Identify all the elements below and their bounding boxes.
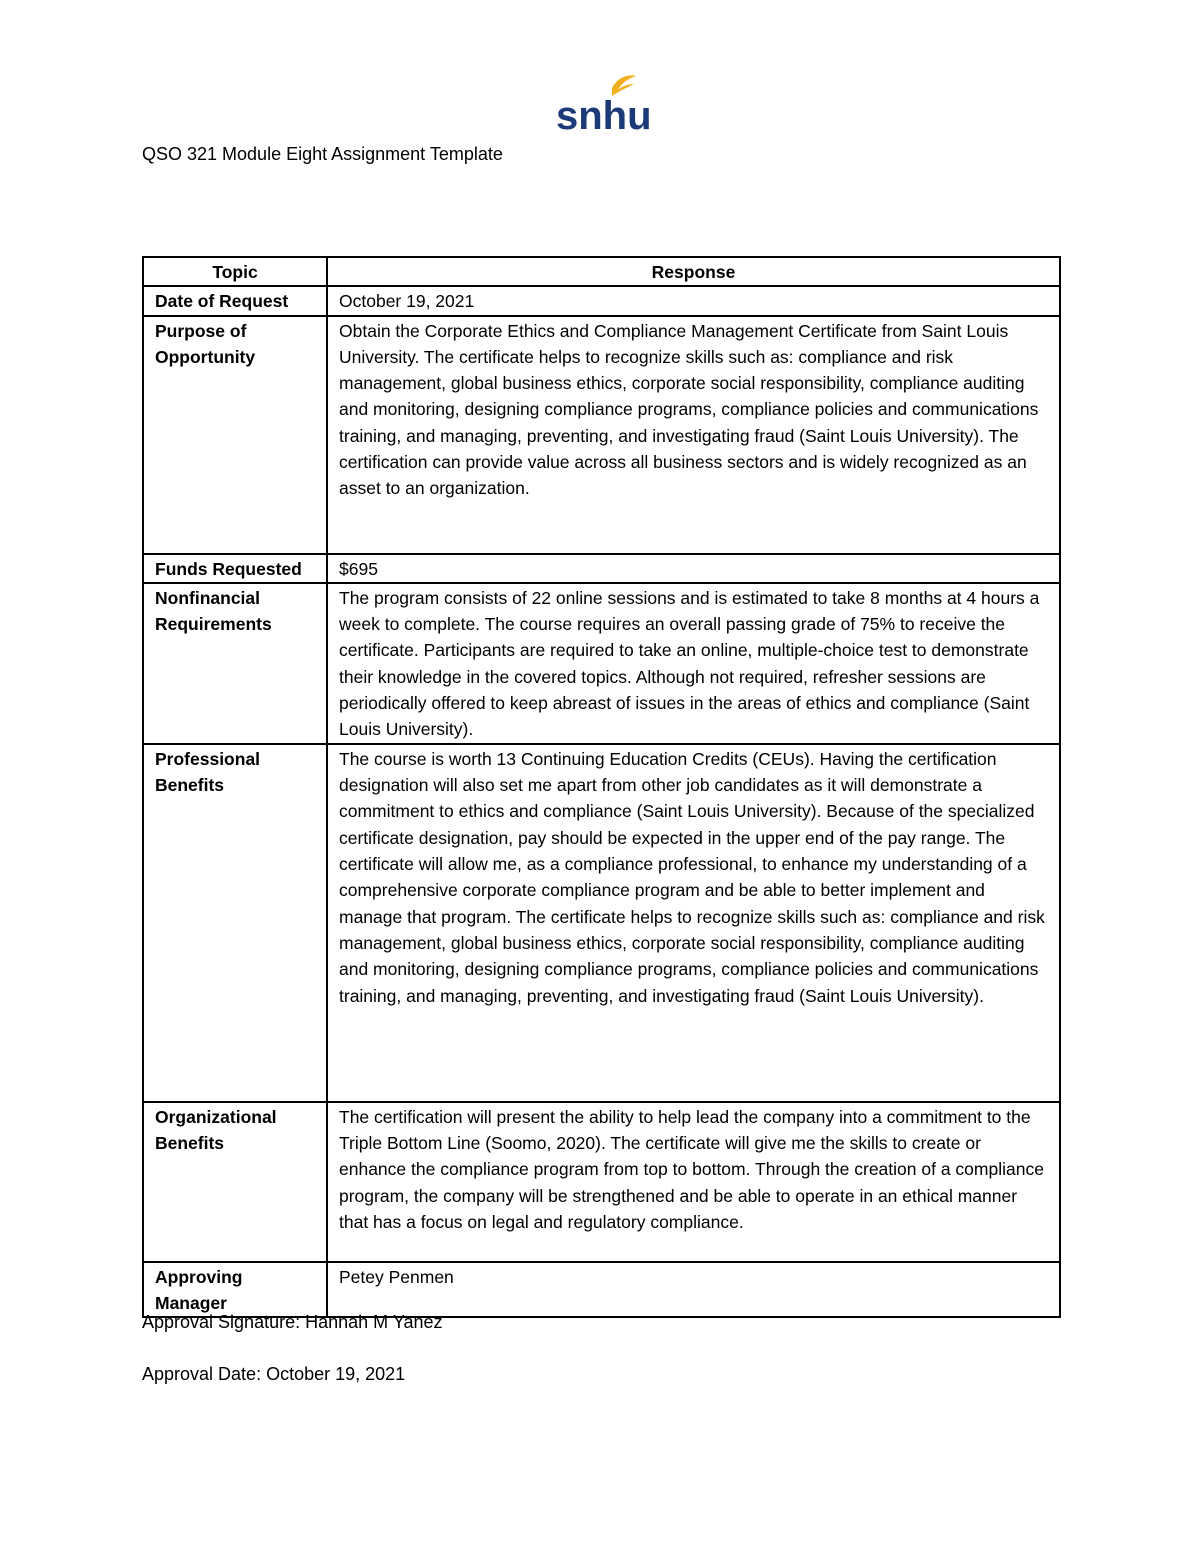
table-row xyxy=(143,286,1060,315)
page-title: QSO 321 Module Eight Assignment Template xyxy=(142,144,503,164)
topic-cell: Nonfinancial Requirements xyxy=(143,583,327,744)
approval-signature: Approval Signature: Hannah M Yanez xyxy=(142,1312,443,1332)
response-cell: October 19, 2021 xyxy=(327,286,1060,315)
topic-cell: Professional Benefits xyxy=(143,744,327,1102)
request-table xyxy=(142,256,1061,1318)
header-topic: Topic xyxy=(143,257,327,286)
topic-cell: Purpose of Opportunity xyxy=(143,316,327,554)
response-cell: $695 xyxy=(327,554,1060,583)
topic-cell: Funds Requested xyxy=(143,554,327,583)
response-cell: Petey Penmen xyxy=(327,1262,1060,1318)
response-cell: The certification will present the ability to help lead the company into a commitment to the Triple Bottom Line (Soomo, 2020). The certificate will give me the skills to create or enhance the compliance program from top to bottom. Through the creation of a compliance program, the company will be strengthened and be able to operate in an ethical manner that has a focus on legal and regulatory compliance. xyxy=(327,1102,1060,1262)
table-row xyxy=(143,1262,1060,1318)
table-row xyxy=(143,583,1060,744)
logo-text: snhu xyxy=(556,94,652,138)
table-row xyxy=(143,554,1060,583)
table-header-row xyxy=(143,257,1060,286)
response-cell: The course is worth 13 Continuing Education Credits (CEUs). Having the certification designation will also set me apart from other job candidates as it will demonstrate a commitment to ethics and compliance (Saint Louis University). Because of the specialized certificate designation, pay should be expected in the upper end of the pay range. The certificate will allow me, as a compliance professional, to enhance my understanding of a comprehensive corporate compliance program and be able to better implement and manage that program. The certificate helps to recognize skills such as: compliance and risk management, global business ethics, corporate social responsibility, compliance auditing and monitoring, designing compliance programs, compliance policies and communications training, and managing, preventing, and investigating fraud (Saint Louis University). xyxy=(327,744,1060,1102)
header-response: Response xyxy=(327,257,1060,286)
approval-date: Approval Date: October 19, 2021 xyxy=(142,1364,406,1384)
response-cell: Obtain the Corporate Ethics and Compliance Management Certificate from Saint Louis University. The certificate helps to recognize skills such as: compliance and risk management, global business ethics, corporate social responsibility, compliance auditing and monitoring, designing compliance programs, compliance policies and communications training, and managing, preventing, and investigating fraud (Saint Louis University). The certification can provide value across all business sectors and is widely recognized as an asset to an organization. xyxy=(327,316,1060,554)
snhu-logo xyxy=(556,72,652,138)
topic-cell: Date of Request xyxy=(143,286,327,315)
topic-cell: Organizational Benefits xyxy=(143,1102,327,1262)
topic-cell: Approving Manager xyxy=(143,1262,327,1318)
table-row xyxy=(143,1102,1060,1262)
table-row xyxy=(143,744,1060,1102)
response-cell: The program consists of 22 online sessions and is estimated to take 8 months at 4 hours a week to complete. The course requires an overall passing grade of 75% to receive the certificate. Participants are required to take an online, multiple-choice test to demonstrate their knowledge in the covered topics. Although not required, refresher sessions are periodically offered to keep abreast of issues in the areas of ethics and compliance (Saint Louis University). xyxy=(327,583,1060,744)
table-row xyxy=(143,316,1060,554)
